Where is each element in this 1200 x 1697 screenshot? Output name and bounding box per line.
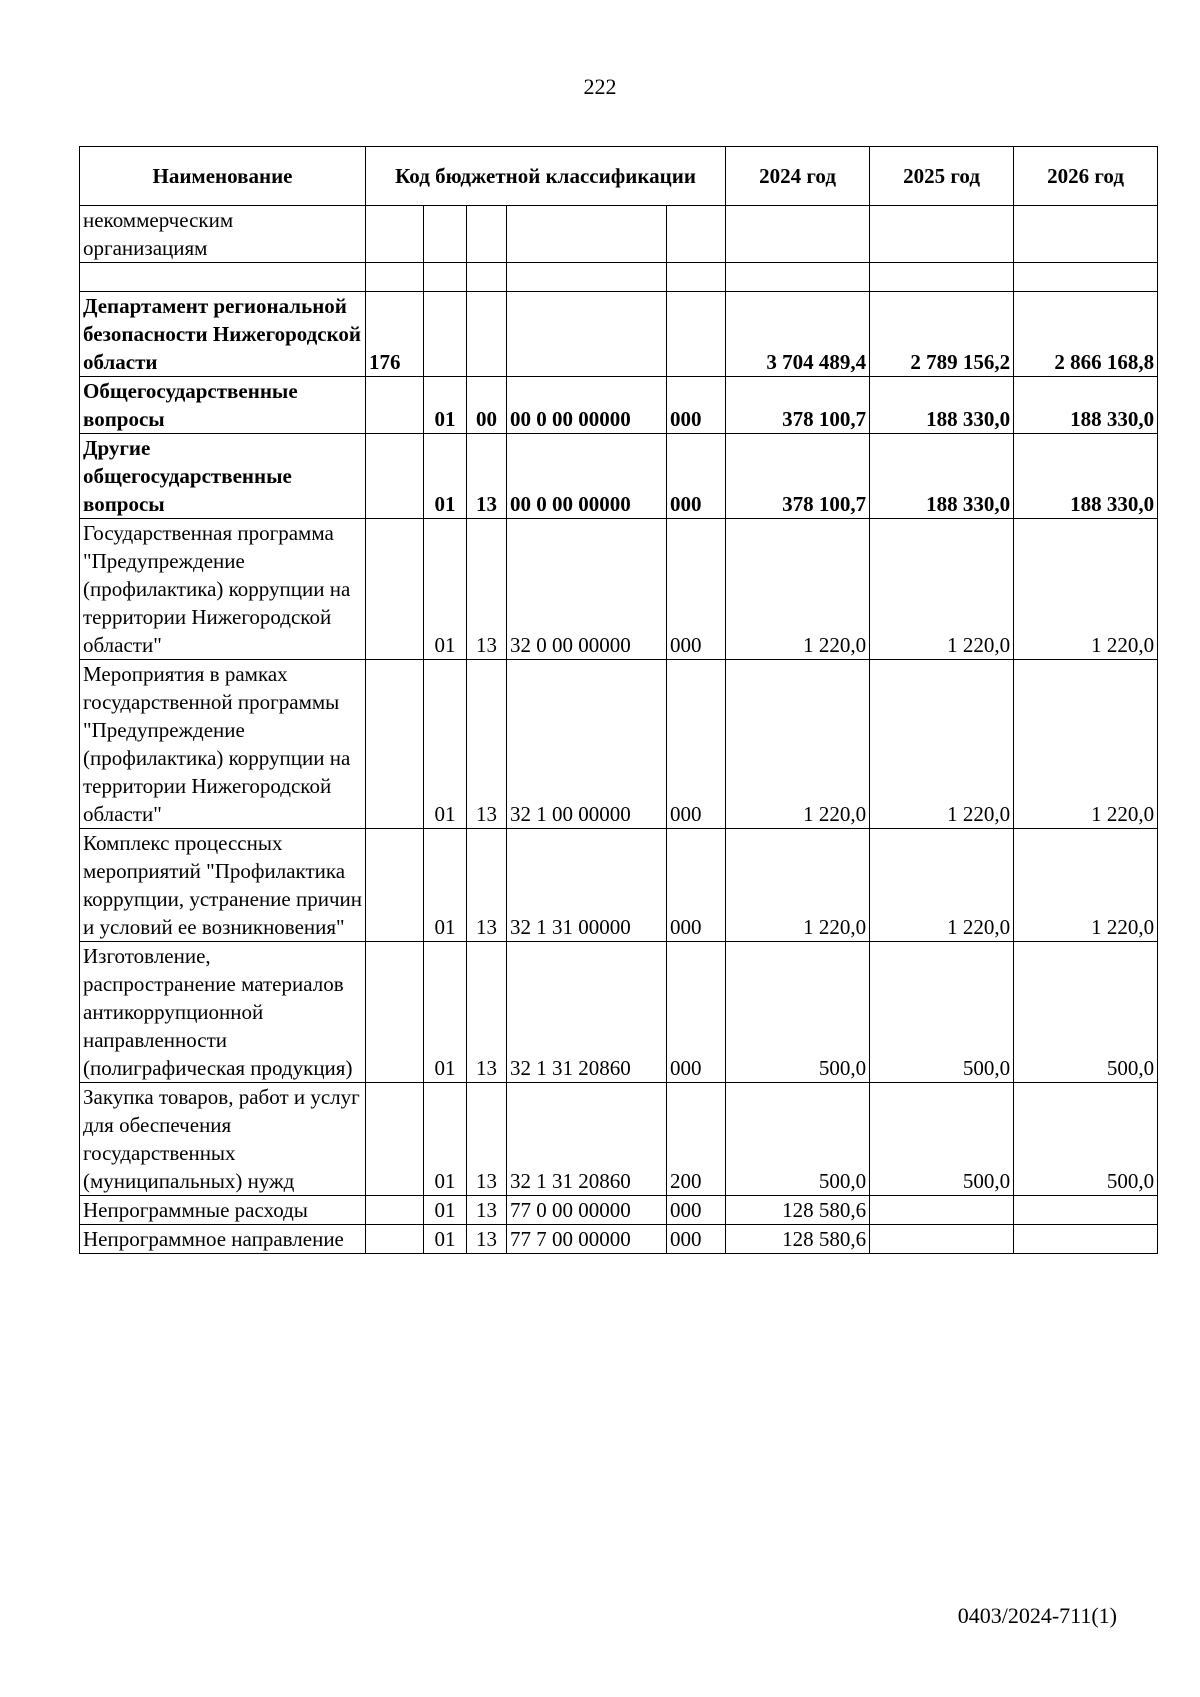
cell-2025: 1 220,0: [870, 829, 1014, 942]
cell-rz: 01: [424, 1196, 467, 1225]
cell-2025: 500,0: [870, 1083, 1014, 1196]
cell-pr: 13: [467, 1083, 507, 1196]
cell-2025: 2 789 156,2: [870, 292, 1014, 377]
cell-rz: 01: [424, 519, 467, 660]
cell-name: Комплекс процессных мероприятий "Профилактика коррупции, устранение причин и условий ее возникновения": [80, 829, 366, 942]
cell-rz: 01: [424, 942, 467, 1083]
cell-name: Изготовление, распространение материалов антикоррупционной направленности (полиграфическая продукция): [80, 942, 366, 1083]
cell-2026: [1014, 263, 1158, 292]
cell-csr: 32 1 31 20860: [507, 1083, 667, 1196]
cell-csr: 00 0 00 00000: [507, 434, 667, 519]
cell-2025: [870, 263, 1014, 292]
cell-2025: [870, 1196, 1014, 1225]
cell-name: Другие общегосударственные вопросы: [80, 434, 366, 519]
cell-2024: 1 220,0: [726, 660, 870, 829]
cell-csr: [507, 263, 667, 292]
cell-2024: 3 704 489,4: [726, 292, 870, 377]
cell-vr: 200: [667, 1083, 726, 1196]
table-row: [80, 519, 1158, 660]
header-code: Код бюджетной классификации: [366, 147, 726, 206]
cell-rz: [424, 292, 467, 377]
cell-ved: [366, 1225, 424, 1254]
cell-2025: 188 330,0: [870, 377, 1014, 434]
cell-2024: [726, 206, 870, 263]
cell-csr: 32 1 31 20860: [507, 942, 667, 1083]
cell-csr: [507, 292, 667, 377]
cell-pr: 13: [467, 519, 507, 660]
cell-csr: [507, 206, 667, 263]
cell-vr: [667, 206, 726, 263]
cell-name: Мероприятия в рамках государственной программы "Предупреждение (профилактика) коррупции на территории Нижегородской области": [80, 660, 366, 829]
cell-csr: 77 7 00 00000: [507, 1225, 667, 1254]
cell-vr: [667, 263, 726, 292]
cell-2026: 500,0: [1014, 1083, 1158, 1196]
cell-name: Департамент региональной безопасности Нижегородской области: [80, 292, 366, 377]
cell-csr: 32 0 00 00000: [507, 519, 667, 660]
cell-2026: 1 220,0: [1014, 660, 1158, 829]
cell-pr: [467, 263, 507, 292]
cell-ved: [366, 1196, 424, 1225]
cell-ved: [366, 660, 424, 829]
cell-vr: 000: [667, 1225, 726, 1254]
table-row: [80, 829, 1158, 942]
cell-ved: [366, 206, 424, 263]
cell-2024: 128 580,6: [726, 1225, 870, 1254]
cell-2024: [726, 263, 870, 292]
cell-2024: 500,0: [726, 942, 870, 1083]
cell-name: Государственная программа "Предупреждение (профилактика) коррупции на территории Нижегородской области": [80, 519, 366, 660]
cell-ved: [366, 829, 424, 942]
cell-vr: 000: [667, 660, 726, 829]
cell-2026: 1 220,0: [1014, 519, 1158, 660]
header-2024: 2024 год: [726, 147, 870, 206]
table-row: [80, 377, 1158, 434]
cell-2026: 188 330,0: [1014, 434, 1158, 519]
cell-2026: 2 866 168,8: [1014, 292, 1158, 377]
cell-pr: 00: [467, 377, 507, 434]
table-row: [80, 434, 1158, 519]
header-name: Наименование: [80, 147, 366, 206]
cell-2024: 378 100,7: [726, 377, 870, 434]
table-row: [80, 1196, 1158, 1225]
cell-2026: 1 220,0: [1014, 829, 1158, 942]
cell-vr: 000: [667, 942, 726, 1083]
cell-ved: [366, 434, 424, 519]
cell-name: Непрограммное направление: [80, 1225, 366, 1254]
table-row: [80, 1225, 1158, 1254]
header-2025: 2025 год: [870, 147, 1014, 206]
table-row: [80, 206, 1158, 263]
cell-rz: 01: [424, 1083, 467, 1196]
cell-vr: 000: [667, 434, 726, 519]
cell-2025: 1 220,0: [870, 660, 1014, 829]
cell-name: [80, 263, 366, 292]
page-number: 222: [583, 74, 617, 99]
cell-pr: [467, 206, 507, 263]
cell-pr: 13: [467, 1196, 507, 1225]
cell-2024: 1 220,0: [726, 829, 870, 942]
cell-2026: [1014, 1225, 1158, 1254]
cell-pr: 13: [467, 829, 507, 942]
cell-2025: 188 330,0: [870, 434, 1014, 519]
cell-rz: 01: [424, 1225, 467, 1254]
cell-rz: 01: [424, 660, 467, 829]
cell-2026: 188 330,0: [1014, 377, 1158, 434]
cell-2024: 378 100,7: [726, 434, 870, 519]
cell-pr: [467, 292, 507, 377]
cell-ved: 176: [366, 292, 424, 377]
cell-name: некоммерческим организациям: [80, 206, 366, 263]
cell-pr: 13: [467, 660, 507, 829]
cell-2024: 500,0: [726, 1083, 870, 1196]
cell-2025: [870, 1225, 1014, 1254]
table-row: [80, 1083, 1158, 1196]
cell-2025: [870, 206, 1014, 263]
cell-vr: 000: [667, 377, 726, 434]
cell-vr: 000: [667, 1196, 726, 1225]
cell-2024: 1 220,0: [726, 519, 870, 660]
table-body: [80, 206, 1158, 1254]
cell-ved: [366, 263, 424, 292]
cell-pr: 13: [467, 942, 507, 1083]
cell-name: Общегосударственные вопросы: [80, 377, 366, 434]
cell-rz: 01: [424, 434, 467, 519]
table-row: [80, 263, 1158, 292]
table-row: [80, 660, 1158, 829]
cell-pr: 13: [467, 1225, 507, 1254]
cell-csr: 32 1 31 00000: [507, 829, 667, 942]
cell-pr: 13: [467, 434, 507, 519]
table-row: [80, 942, 1158, 1083]
cell-name: Непрограммные расходы: [80, 1196, 366, 1225]
table-row: [80, 292, 1158, 377]
cell-rz: 01: [424, 829, 467, 942]
cell-2026: [1014, 1196, 1158, 1225]
cell-csr: 77 0 00 00000: [507, 1196, 667, 1225]
cell-2025: 1 220,0: [870, 519, 1014, 660]
cell-csr: 00 0 00 00000: [507, 377, 667, 434]
header-2026: 2026 год: [1014, 147, 1158, 206]
cell-ved: [366, 377, 424, 434]
cell-vr: [667, 292, 726, 377]
document-code: 0403/2024-711(1): [957, 1603, 1117, 1628]
cell-vr: 000: [667, 519, 726, 660]
cell-2025: 500,0: [870, 942, 1014, 1083]
cell-2026: 500,0: [1014, 942, 1158, 1083]
table-header-row: [80, 147, 1158, 206]
cell-rz: 01: [424, 377, 467, 434]
cell-name: Закупка товаров, работ и услуг для обеспечения государственных (муниципальных) нужд: [80, 1083, 366, 1196]
cell-2026: [1014, 206, 1158, 263]
cell-ved: [366, 519, 424, 660]
cell-2024: 128 580,6: [726, 1196, 870, 1225]
cell-vr: 000: [667, 829, 726, 942]
cell-ved: [366, 942, 424, 1083]
budget-table: [79, 146, 1158, 1254]
cell-ved: [366, 1083, 424, 1196]
cell-csr: 32 1 00 00000: [507, 660, 667, 829]
cell-rz: [424, 206, 467, 263]
cell-rz: [424, 263, 467, 292]
